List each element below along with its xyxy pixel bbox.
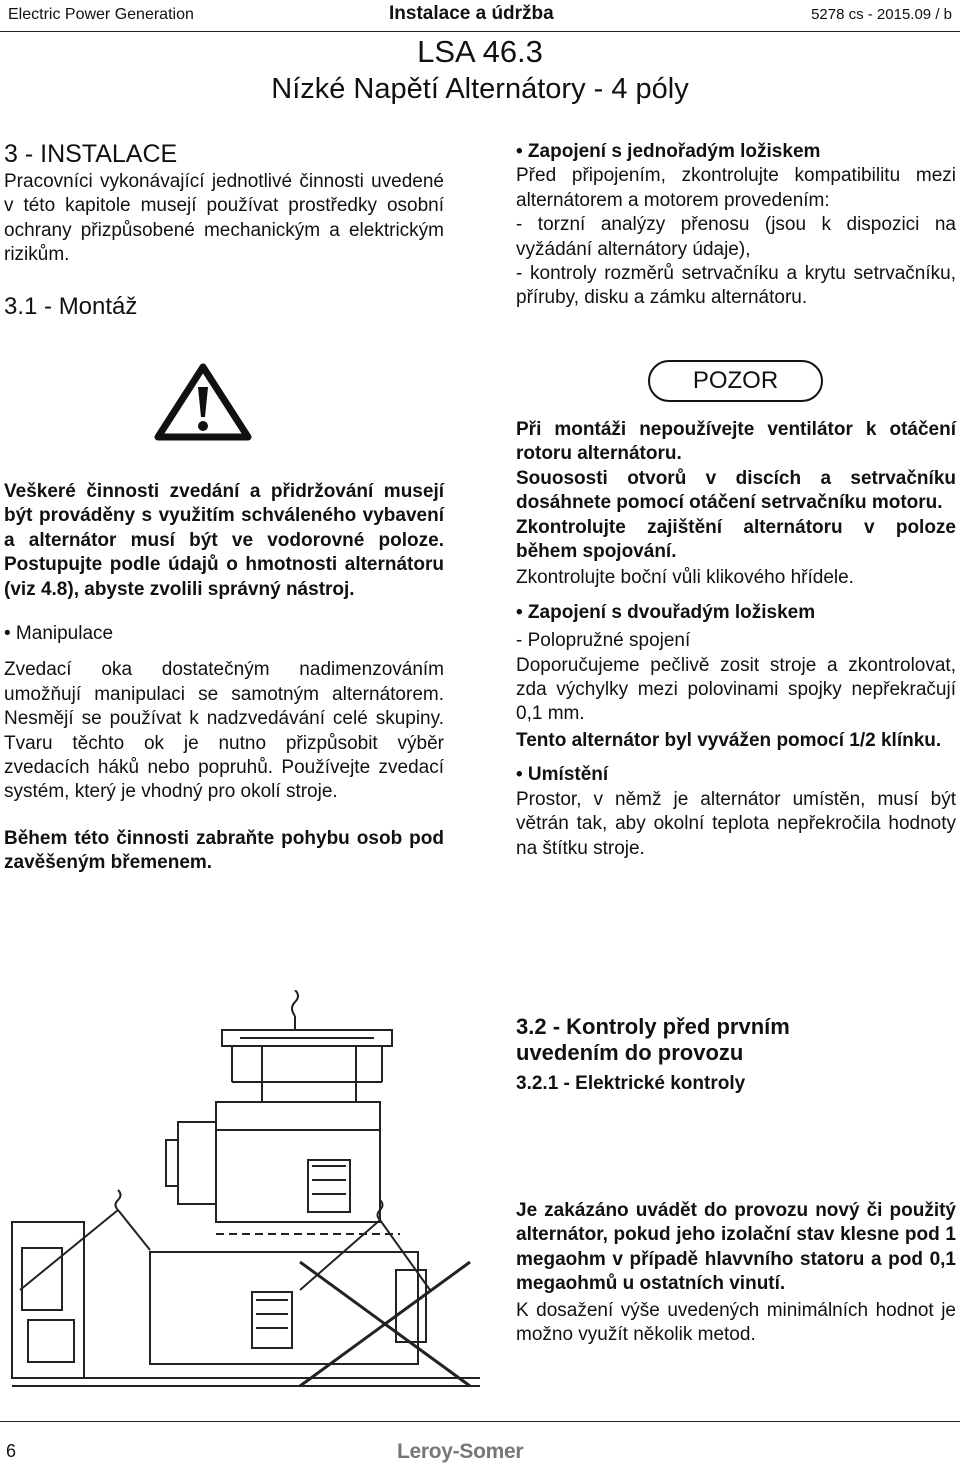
double-bearing-text: Doporučujeme pečlivě zosit stroje a zkontrolovat, zda výchylky mezi polovinami spojky nepřekračují 0,1 mm. — [516, 654, 956, 725]
single-bearing-item-2: - kontroly rozměrů setrvačníku a krytu setrvačníku, příruby, disku a zámku alternátoru. — [516, 263, 956, 309]
document-subtitle: Nízké Napětí Alternátory - 4 póly — [271, 73, 689, 105]
right-column-lower — [516, 418, 956, 861]
manipulation-warning: Během této činnosti zabraňte pohybu osob pod zavěšeným břemenem. — [4, 827, 444, 874]
header-section: Instalace a údržba — [389, 3, 554, 24]
lifting-illustration — [0, 990, 500, 1405]
montaz-heading: 3.1 - Montáž — [4, 292, 138, 320]
placement-text: Prostor, v němž je alternátor umístěn, musí být větrán tak, aby okolní teplota nepřekročila hodnoty na štítku stroje. — [516, 788, 956, 859]
warning-triangle-icon — [153, 362, 253, 447]
checks-section — [516, 1014, 956, 1096]
checks-body — [516, 1199, 956, 1347]
header-divider — [0, 31, 960, 32]
footer-divider — [0, 1421, 960, 1422]
pozor-text-2: Souososti otvorů v discích a setrvačníku dosáhnete pomocí otáčení setrvačníku motoru. — [516, 467, 956, 514]
single-bearing-heading: • Zapojení s jednořadým ložiskem — [516, 141, 821, 162]
manipulation-text: Zvedací oka dostatečným nadimenzováním umožňují manipulaci se samotným alternátorem. Nesmějí se používat k nadzvedávání celé skupiny. Tvaru těchto ok je nutno přizpůsobit výběr zvedacích háků nebo popruhů. Používejte zvedací systém, který je vhodný pro okolí stroje. — [4, 659, 444, 803]
header-brand: Electric Power Generation — [8, 6, 194, 23]
document-title: LSA 46.3 — [417, 34, 543, 69]
left-column-lower — [4, 480, 444, 876]
placement-heading: • Umístění — [516, 764, 609, 786]
pozor-text-1: Při montáži nepoužívejte ventilátor k otáčení rotoru alternátoru. — [516, 419, 956, 465]
pozor-label: POZOR — [648, 360, 823, 402]
single-bearing-text: Před připojením, zkontrolujte kompatibilitu mezi alternátorem a motorem provedením: — [516, 165, 956, 211]
left-column — [4, 140, 444, 321]
checks-subheading: 3.2.1 - Elektrické kontroly — [516, 1073, 746, 1094]
header-doc-ref: 5278 cs - 2015.09 / b — [811, 6, 952, 23]
pozor-text-4: Zkontrolujte boční vůli klikového hřídele. — [516, 567, 854, 589]
checks-text: K dosažení výše uvedených minimálních hodnot je možno využít několik metod. — [516, 1299, 956, 1346]
manipulation-heading: • Manipulace — [4, 623, 114, 645]
right-column — [516, 140, 956, 311]
lifting-warning-text: Veškeré činnosti zvedání a přidržování musejí být prováděny s využitím schváleného vybavení a alternátor musí být ve vodorovné poloze. Postupujte podle údajů o hmotnosti alternátoru (viz 4.8), abyste zvolili správný nástroj. — [4, 481, 444, 600]
double-bearing-note: Tento alternátor byl vyvážen pomocí 1/2 klínku. — [516, 729, 942, 751]
page-number: 6 — [6, 1441, 17, 1461]
double-bearing-item: - Polopružné spojení — [516, 630, 691, 652]
checks-warning: Je zakázáno uvádět do provozu nový či použitý alternátor, pokud jeho izolační stav klesne pod 1 megaohm v případě hlavvního statoru a pod 0,1 megaohmů u ostatních vinutí. — [516, 1200, 956, 1295]
leroy-somer-logo: Leroy-Somer — [397, 1440, 524, 1463]
checks-heading: 3.2 - Kontroly před prvním uvedením do provozu — [516, 1014, 790, 1065]
pozor-text-3: Zkontrolujte zajištění alternátoru v poloze během spojování. — [516, 516, 956, 563]
section-heading: 3 - INSTALACE — [4, 140, 178, 168]
single-bearing-item-1: - torzní analýzy přenosu (jsou k dispozici na vyžádání alternátory údaje), — [516, 214, 956, 260]
intro-paragraph: Pracovníci vykonávající jednotlivé činnosti uvedené v této kapitole musejí používat prostředky osobní ochrany přizpůsobené mechanickým a elektrickým rizikům. — [4, 171, 444, 266]
double-bearing-heading: • Zapojení s dvouřadým ložiskem — [516, 601, 816, 623]
